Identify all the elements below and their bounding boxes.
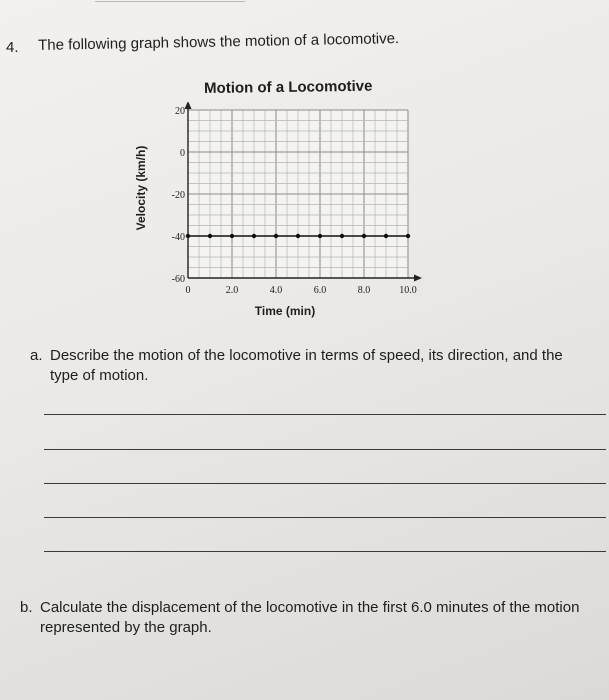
- x-tick-label: 2.0: [225, 285, 239, 296]
- y-tick-labels: [172, 106, 185, 285]
- data-point: [340, 234, 344, 238]
- answer-line[interactable]: [44, 517, 606, 518]
- answer-line[interactable]: [44, 551, 606, 552]
- data-point: [318, 234, 322, 238]
- data-point: [384, 234, 388, 238]
- y-axis-label: Velocity (km/h): [134, 145, 148, 231]
- chart-title: Motion of a Locomotive: [204, 77, 373, 97]
- part-b: [20, 598, 605, 636]
- x-tick-label: 0: [185, 285, 191, 296]
- answer-line[interactable]: [44, 414, 606, 415]
- part-a-text: Describe the motion of the locomotive in terms of speed, its direction, and the type of motion.: [50, 347, 563, 384]
- y-tick-label: -60: [171, 274, 185, 285]
- x-tick-label: 4.0: [269, 285, 283, 296]
- part-a: [30, 346, 590, 384]
- y-tick-label: 20: [175, 106, 185, 117]
- data-point: [252, 234, 256, 238]
- y-axis-arrow: [185, 102, 192, 109]
- answer-line[interactable]: [44, 449, 606, 450]
- part-b-label: b.: [20, 599, 33, 616]
- x-tick-labels: [186, 285, 417, 296]
- top-divider: [95, 1, 245, 2]
- data-point: [274, 234, 278, 238]
- velocity-time-chart: [120, 102, 440, 327]
- answer-line[interactable]: [44, 483, 606, 484]
- y-tick-label: -20: [171, 190, 185, 201]
- x-tick-label: 10.0: [399, 285, 417, 296]
- question-text: The following graph shows the motion of a locomotive.: [38, 30, 400, 54]
- y-tick-label: -40: [171, 232, 185, 243]
- y-tick-label: 0: [180, 148, 185, 159]
- data-point: [230, 234, 234, 238]
- chart-grid: [188, 110, 408, 278]
- part-b-text: Calculate the displacement of the locomotive in the first 6.0 minutes of the motion represented by the graph.: [40, 599, 580, 636]
- data-point: [296, 234, 300, 238]
- x-tick-label: 8.0: [357, 285, 371, 296]
- x-tick-label: 6.0: [313, 285, 327, 296]
- question-number: 4.: [6, 39, 19, 56]
- data-point: [208, 234, 212, 238]
- x-axis-arrow: [414, 275, 422, 282]
- part-a-label: a.: [30, 347, 43, 364]
- data-point: [186, 234, 190, 238]
- data-point: [362, 234, 366, 238]
- x-axis-label: Time (min): [254, 304, 316, 318]
- data-point: [406, 234, 410, 238]
